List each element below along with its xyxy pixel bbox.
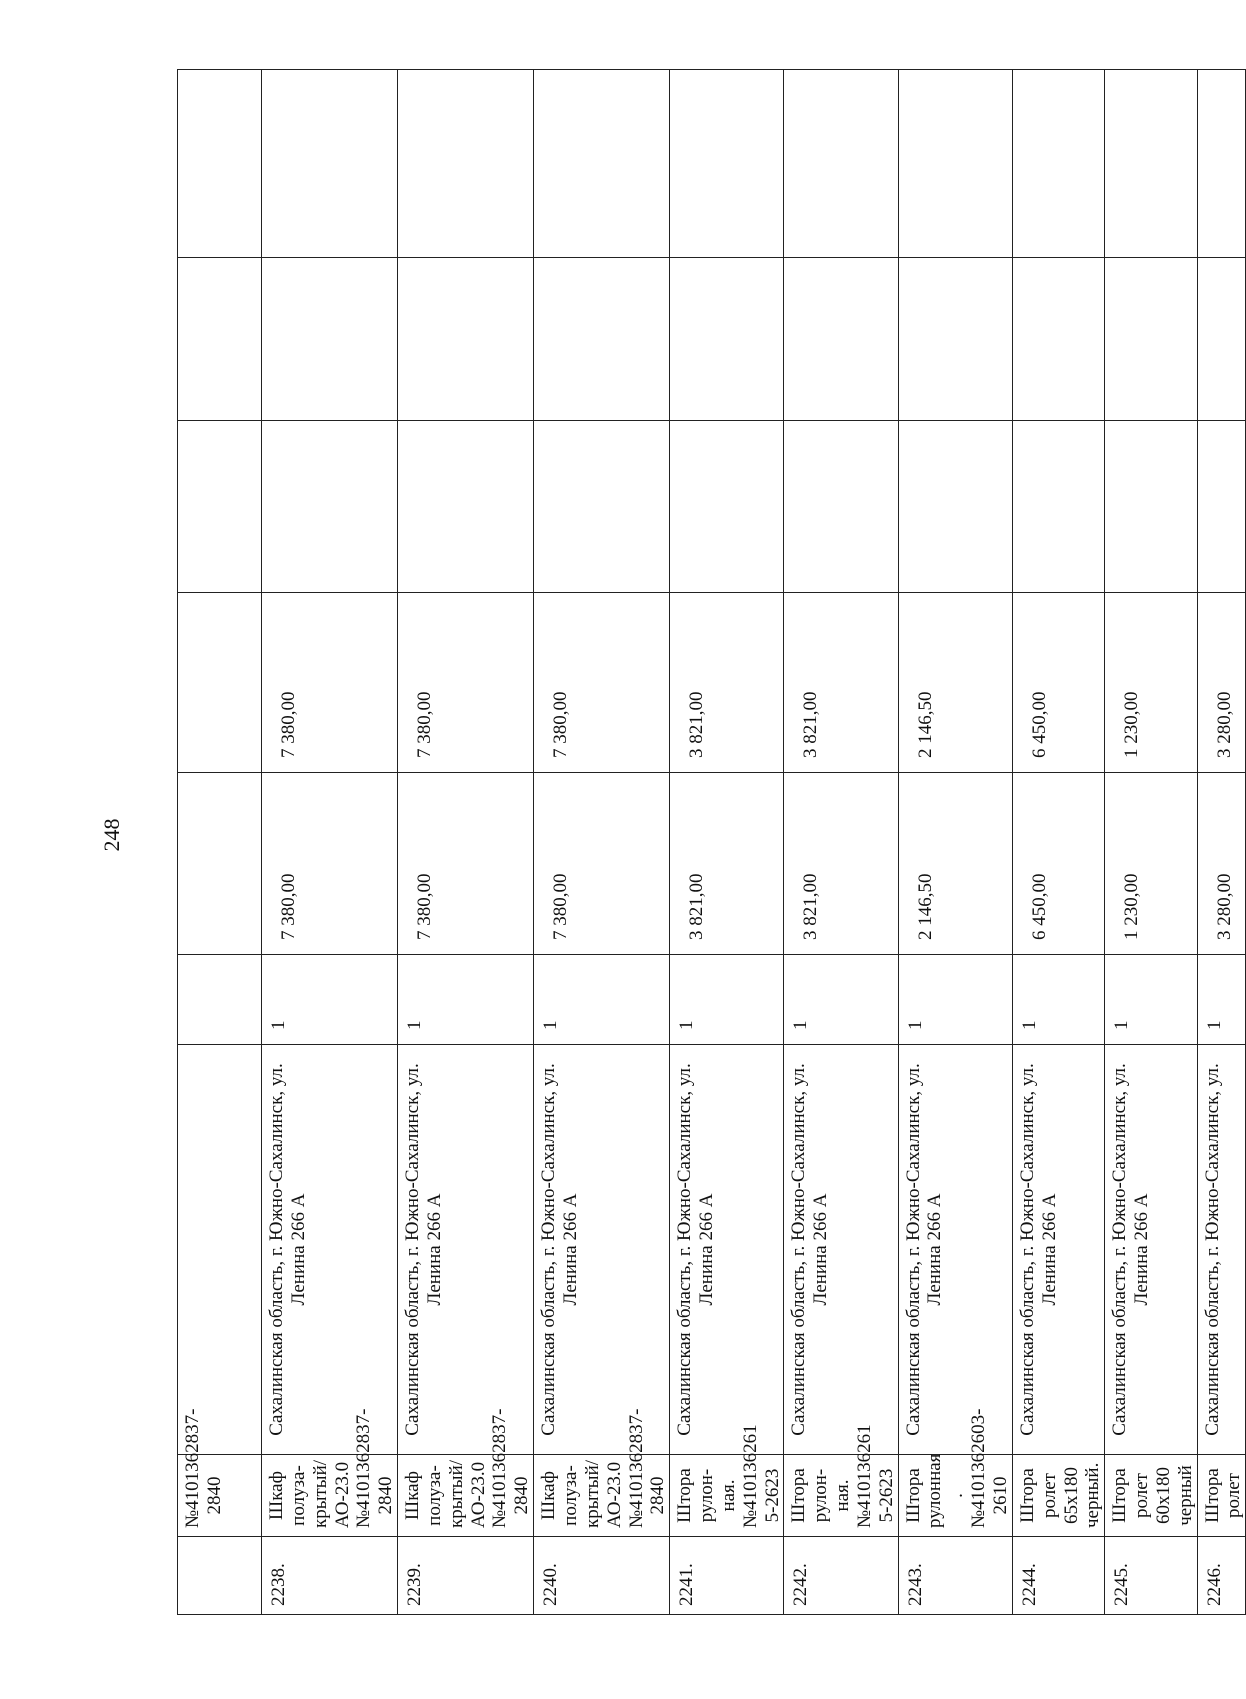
table-row	[670, 70, 784, 1615]
cell-price: 6 450,00	[1012, 773, 1104, 955]
table-row	[1105, 70, 1197, 1615]
table-row	[398, 70, 534, 1615]
cell-name: Шкаф полуза-крытый/АО-23.0 №4101362837-2840	[262, 1455, 398, 1537]
cell-empty-3	[784, 70, 898, 258]
cell-empty-1	[1012, 421, 1104, 593]
cell-sum: 3 821,00	[784, 593, 898, 773]
cell-qty: 1	[1105, 955, 1197, 1045]
cell-sum: 3 821,00	[670, 593, 784, 773]
cell-qty: 1	[1197, 955, 1246, 1045]
cell-price: 7 380,00	[398, 773, 534, 955]
cell-num: 2246.	[1197, 1537, 1246, 1615]
cell-sum: 2 146,50	[898, 593, 1012, 773]
cell-address	[178, 1045, 262, 1455]
cell-num: 2242.	[784, 1537, 898, 1615]
cell-empty-3	[262, 70, 398, 258]
cell-empty-2	[534, 258, 670, 421]
cell-qty: 1	[262, 955, 398, 1045]
cell-name: Штора рулонная .№4101362603-2610	[898, 1455, 1012, 1537]
cell-empty-2	[670, 258, 784, 421]
cell-empty-3	[898, 70, 1012, 258]
cell-num: 2240.	[534, 1537, 670, 1615]
table-row-continuation	[178, 70, 262, 1615]
cell-address: Сахалинская область, г. Южно-Сахалинск, ул. Ленина 266 А	[1105, 1045, 1197, 1455]
cell-name: Штора ролет	[1197, 1455, 1246, 1537]
cell-empty-1	[178, 421, 262, 593]
cell-sum: 1 230,00	[1105, 593, 1197, 773]
cell-num: 2241.	[670, 1537, 784, 1615]
cell-name: Шкаф полуза-крытый/АО-23.0 №4101362837-2840	[534, 1455, 670, 1537]
cell-qty	[178, 955, 262, 1045]
cell-empty-1	[1197, 421, 1246, 593]
cell-address: Сахалинская область, г. Южно-Сахалинск, ул. Ленина 266 А	[898, 1045, 1012, 1455]
cell-empty-2	[1012, 258, 1104, 421]
cell-qty: 1	[534, 955, 670, 1045]
cell-address: Сахалинская область, г. Южно-Сахалинск, ул. Ленина 266 А	[398, 1045, 534, 1455]
cell-empty-2	[262, 258, 398, 421]
cell-price: 3 821,00	[670, 773, 784, 955]
cell-empty-3	[534, 70, 670, 258]
cell-price: 7 380,00	[262, 773, 398, 955]
cell-qty: 1	[898, 955, 1012, 1045]
cell-num: 2245.	[1105, 1537, 1197, 1615]
cell-empty-2	[1197, 258, 1246, 421]
rotated-table-wrapper	[177, 70, 1245, 1615]
cell-sum	[178, 593, 262, 773]
cell-num	[178, 1537, 262, 1615]
cell-name: №4101362837-2840	[178, 1455, 262, 1537]
cell-empty-2	[1105, 258, 1197, 421]
cell-sum: 7 380,00	[534, 593, 670, 773]
cell-empty-2	[898, 258, 1012, 421]
table-row	[784, 70, 898, 1615]
cell-empty-3	[178, 70, 262, 258]
cell-empty-3	[1197, 70, 1246, 258]
cell-address: Сахалинская область, г. Южно-Сахалинск, ул. Ленина 266 А	[534, 1045, 670, 1455]
cell-address: Сахалинская область, г. Южно-Сахалинск, ул. Ленина 266 А	[1012, 1045, 1104, 1455]
cell-price: 2 146,50	[898, 773, 1012, 955]
cell-sum: 6 450,00	[1012, 593, 1104, 773]
cell-empty-3	[398, 70, 534, 258]
cell-qty: 1	[784, 955, 898, 1045]
cell-sum: 3 280,00	[1197, 593, 1246, 773]
cell-empty-2	[178, 258, 262, 421]
cell-empty-2	[784, 258, 898, 421]
cell-empty-2	[398, 258, 534, 421]
cell-empty-1	[898, 421, 1012, 593]
table-row	[1197, 70, 1246, 1615]
cell-num: 2238.	[262, 1537, 398, 1615]
cell-num: 2239.	[398, 1537, 534, 1615]
cell-name: Штора ролет 60x180 черный	[1105, 1455, 1197, 1537]
table-row	[534, 70, 670, 1615]
table-row	[1012, 70, 1104, 1615]
cell-price: 3 821,00	[784, 773, 898, 955]
cell-sum: 7 380,00	[398, 593, 534, 773]
cell-qty: 1	[670, 955, 784, 1045]
cell-price: 3 280,00	[1197, 773, 1246, 955]
cell-empty-1	[398, 421, 534, 593]
cell-name: Штора рулон-ная.№410136261 5-2623	[784, 1455, 898, 1537]
cell-empty-3	[1012, 70, 1104, 258]
cell-name: Штора рулон-ная.№410136261 5-2623	[670, 1455, 784, 1537]
cell-empty-1	[784, 421, 898, 593]
cell-empty-1	[534, 421, 670, 593]
cell-sum: 7 380,00	[262, 593, 398, 773]
cell-empty-3	[670, 70, 784, 258]
cell-empty-1	[1105, 421, 1197, 593]
inventory-table	[177, 69, 1246, 1615]
cell-price	[178, 773, 262, 955]
cell-address: Сахалинская область, г. Южно-Сахалинск, ул. Ленина 266 А	[670, 1045, 784, 1455]
cell-address: Сахалинская область, г. Южно-Сахалинск, ул. Ленина 266 А	[262, 1045, 398, 1455]
cell-empty-3	[1105, 70, 1197, 258]
page-number: 248	[99, 818, 124, 852]
cell-num: 2244.	[1012, 1537, 1104, 1615]
cell-address: Сахалинская область, г. Южно-Сахалинск, ул.	[1197, 1045, 1246, 1455]
cell-price: 7 380,00	[534, 773, 670, 955]
cell-empty-1	[670, 421, 784, 593]
cell-price: 1 230,00	[1105, 773, 1197, 955]
cell-qty: 1	[398, 955, 534, 1045]
cell-address: Сахалинская область, г. Южно-Сахалинск, ул. Ленина 266 А	[784, 1045, 898, 1455]
cell-num: 2243.	[898, 1537, 1012, 1615]
cell-name: Штора ролет 65x180 черный.	[1012, 1455, 1104, 1537]
cell-qty: 1	[1012, 955, 1104, 1045]
cell-empty-1	[262, 421, 398, 593]
table-row	[898, 70, 1012, 1615]
table-row	[262, 70, 398, 1615]
cell-name: Шкаф полуза-крытый/АО-23.0 №4101362837-2840	[398, 1455, 534, 1537]
